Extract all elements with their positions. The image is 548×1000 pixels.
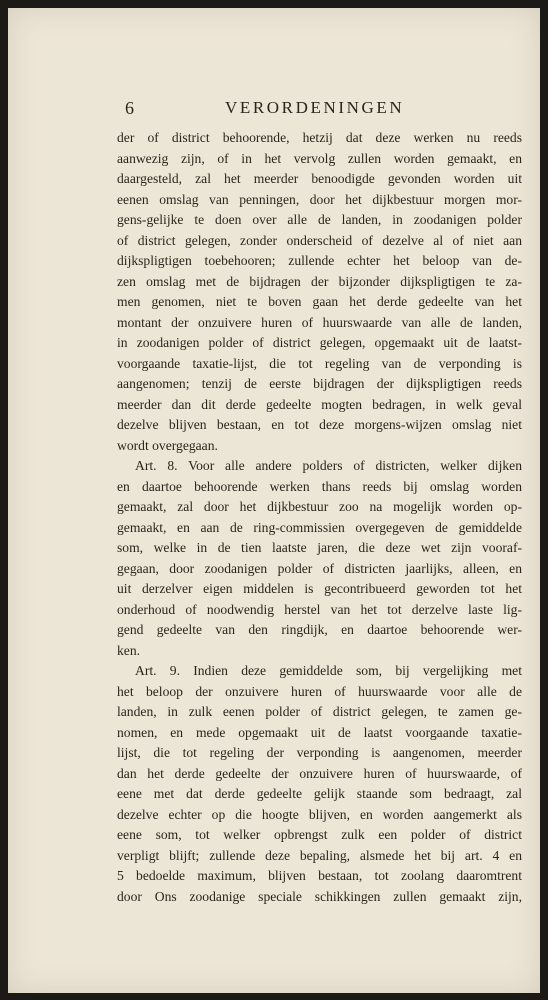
article-9-start: Art. 9. Indien deze gemiddelde som, bij vergelijking met — [135, 663, 522, 678]
article-8-start: Art. 8. Voor alle andere polders of districten, welker dijken — [135, 458, 522, 473]
text-line: dan het derde gedeelte der onzuivere huren of huurswaarde, of — [117, 765, 522, 781]
text-line: aanwezig zijn, of in het vervolg zullen worden gemaakt, en — [117, 150, 522, 166]
text-line: door Ons zoodanige speciale schikkingen zullen gemaakt zijn, — [117, 888, 522, 904]
text-line: uit derzelver eigen middelen is gecontribueerd geworden tot het — [117, 581, 522, 596]
text-line: en daartoe behoorende werken thans reeds bij omslag worden — [117, 478, 522, 494]
text-line: het beloop der onzuivere huren of huurswaarde voor alle de — [117, 683, 522, 699]
text-line: wordt overgegaan. — [117, 437, 218, 453]
text-line: zen omslag met de bijdragen der bijzonder dijkspligtigen te za- — [117, 273, 522, 289]
text-line: som, welke in de tien laatste jaren, die deze wet zijn vooraf- — [117, 540, 522, 555]
text-line: landen, in zulk eenen polder of district gelegen, te zamen ge- — [117, 704, 522, 719]
text-line: gegaan, door zoodanigen polder of districten jaarlijks, alleen, en — [117, 560, 522, 576]
running-title: VERORDENINGEN — [225, 98, 405, 117]
text-line: nomen, en mede opgemaakt uit de laatst voorgaande taxatie- — [117, 724, 522, 740]
text-line: montant der onzuivere huren of huurswaarde van alle de landen, — [117, 314, 522, 330]
book-page — [8, 8, 540, 993]
text-line: 5 bedoelde maximum, blijven bestaan, tot zoolang daaromtrent — [117, 868, 522, 883]
page-number: 6 — [125, 98, 134, 118]
text-line: dezelve echter op die hoogte blijven, en worden aangemerkt als — [117, 806, 522, 822]
text-line: gens-gelijke te doen over alle de landen, in zoodanigen polder — [117, 212, 522, 227]
text-line: der of district behoorende, hetzij dat deze werken nu reeds — [117, 130, 522, 145]
text-line: meerder dan dit derde gedeelte mogten bedragen, in welk geval — [117, 396, 522, 412]
text-line: dezelve blijven bestaan, en tot deze morgens-wijzen omslag niet — [117, 417, 522, 432]
text-line: gend gedeelte van den ringdijk, en daartoe behoorende wer- — [117, 622, 522, 637]
text-line: gemaakt, en aan de ring-commissien overgegeven de gemiddelde — [117, 519, 522, 535]
text-line: in zoodanigen polder of district gelegen, opgemaakt uit de laatst- — [117, 335, 522, 350]
text-line: dijkspligtigen toebehooren; zullende echter het beloop van de- — [117, 253, 522, 268]
page-header — [125, 98, 425, 124]
text-line: ken. — [117, 642, 141, 658]
text-line: gemaakt, zal door het dijkbestuur zoo na mogelijk worden op- — [117, 499, 522, 514]
text-line: daargesteld, zal het meerder benoodigde gevonden worden uit — [117, 171, 522, 186]
text-line: men genomen, niet te boven gaan het derde gedeelte van het — [117, 294, 522, 309]
text-line: verpligt blijft; zullende deze bepaling, alsmede het bij art. 4 en — [117, 847, 522, 863]
text-line: onderhoud of noodwendig herstel van het tot derzelve laste lig- — [117, 601, 522, 617]
text-line: voorgaande taxatie-lijst, die tot regeling van de verponding is — [117, 355, 522, 371]
text-line: aangenomen; tenzij de eerste bijdragen der dijkspligtigen reeds — [117, 376, 522, 391]
body-text — [117, 128, 522, 907]
text-line: of district gelegen, zonder onderscheid of dezelve al of niet aan — [117, 232, 522, 248]
text-line: eenen omslag van penningen, door het dijkbestuur morgen mor- — [117, 191, 522, 207]
text-line: eene met dat derde gedeelte gelijk staande som bedraagt, zal — [117, 786, 522, 801]
text-line: lijst, die tot regeling der verponding is aangenomen, meerder — [117, 745, 522, 760]
text-line: eene som, tot welker opbrengst zulk een polder of district — [117, 827, 522, 842]
